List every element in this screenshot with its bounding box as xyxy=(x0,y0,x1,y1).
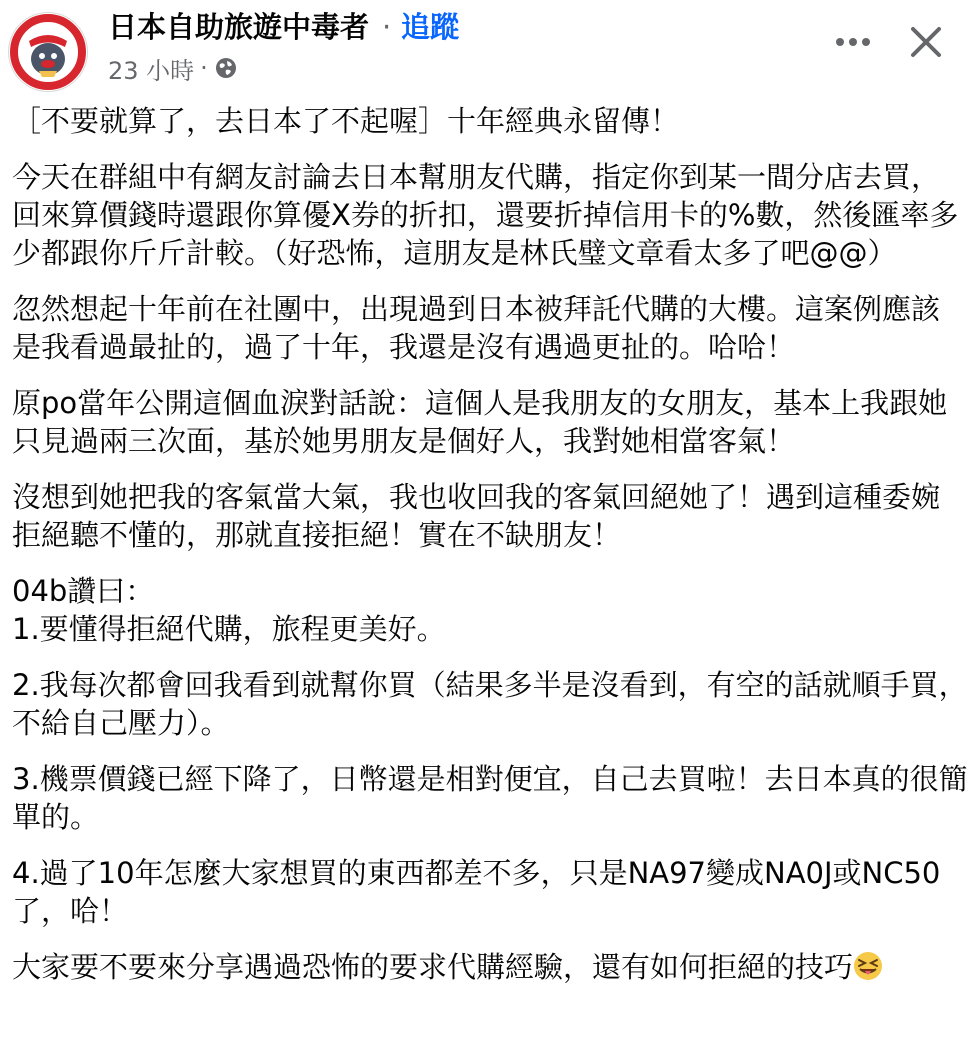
post-paragraph-8: 2.我每次都會回我看到就幫你買（結果多半是沒看到，有空的話就順手買，不給自己壓力）。 xyxy=(12,668,968,740)
post-paragraph-7: 1.要懂得拒絕代購，旅程更美好。 xyxy=(12,612,446,646)
post-header xyxy=(0,0,980,92)
separator-dot: · xyxy=(382,10,392,44)
post-paragraph-4: 原po當年公開這個血淚對話說：這個人是我朋友的女朋友，基本上我跟她只見過兩三次面，基於她男朋友是個好人，我對她相當客氣！ xyxy=(12,386,948,458)
more-horizontal-icon xyxy=(830,22,876,62)
post-paragraph-6: 04b讚曰： xyxy=(12,574,155,608)
post-paragraph-5: 沒想到她把我的客氣當大氣，我也收回我的客氣回絕她了！遇到這種委婉拒絕聽不懂的，那就直接拒絕！實在不缺朋友！ xyxy=(12,480,941,552)
close-icon xyxy=(902,20,950,66)
post-timestamp[interactable]: 23 小時 xyxy=(108,56,195,85)
page-avatar[interactable] xyxy=(8,12,88,92)
close-button[interactable] xyxy=(902,20,950,66)
post-meta xyxy=(108,52,238,84)
meta-separator-dot: · xyxy=(200,54,208,82)
post-paragraph-3: 忽然想起十年前在社團中，出現過到日本被拜託代購的大樓。這案例應該是我看過最扯的，過了十年，我還是沒有遇過更扯的。哈哈！ xyxy=(12,292,941,364)
post-paragraph-9: 3.機票價錢已經下降了，日幣還是相對便宜，自己去買啦！去日本真的很簡單的。 xyxy=(12,762,968,834)
post-paragraph-11 xyxy=(12,948,968,986)
post-paragraph-10: 4.過了10年怎麼大家想買的東西都差不多，只是NA97變成NA0J或NC50了，哈！ xyxy=(12,856,941,928)
more-options-button[interactable] xyxy=(830,22,876,62)
globe-icon xyxy=(214,56,238,80)
squinting-face-with-tongue-emoji xyxy=(853,951,883,981)
page-name[interactable]: 日本自助旅遊中毒者 xyxy=(108,10,370,44)
post-paragraph-2: 今天在群組中有網友討論去日本幫朋友代購，指定你到某一間分店去買，回來算價錢時還跟你算優X券的折扣，還要折掉信用卡的%數，然後匯率多少都跟你斤斤計較。（好恐怖，這朋友是林氏璧文章看太多了吧@@） xyxy=(12,160,959,270)
follow-button[interactable]: 追蹤 xyxy=(401,10,460,44)
post-paragraph-1: ［不要就算了，去日本了不起喔］十年經典永留傳！ xyxy=(12,104,680,138)
post-body xyxy=(12,102,968,1004)
post-paragraph-11-text: 大家要不要來分享遇過恐怖的要求代購經驗，還有如何拒絕的技巧 xyxy=(12,950,854,984)
